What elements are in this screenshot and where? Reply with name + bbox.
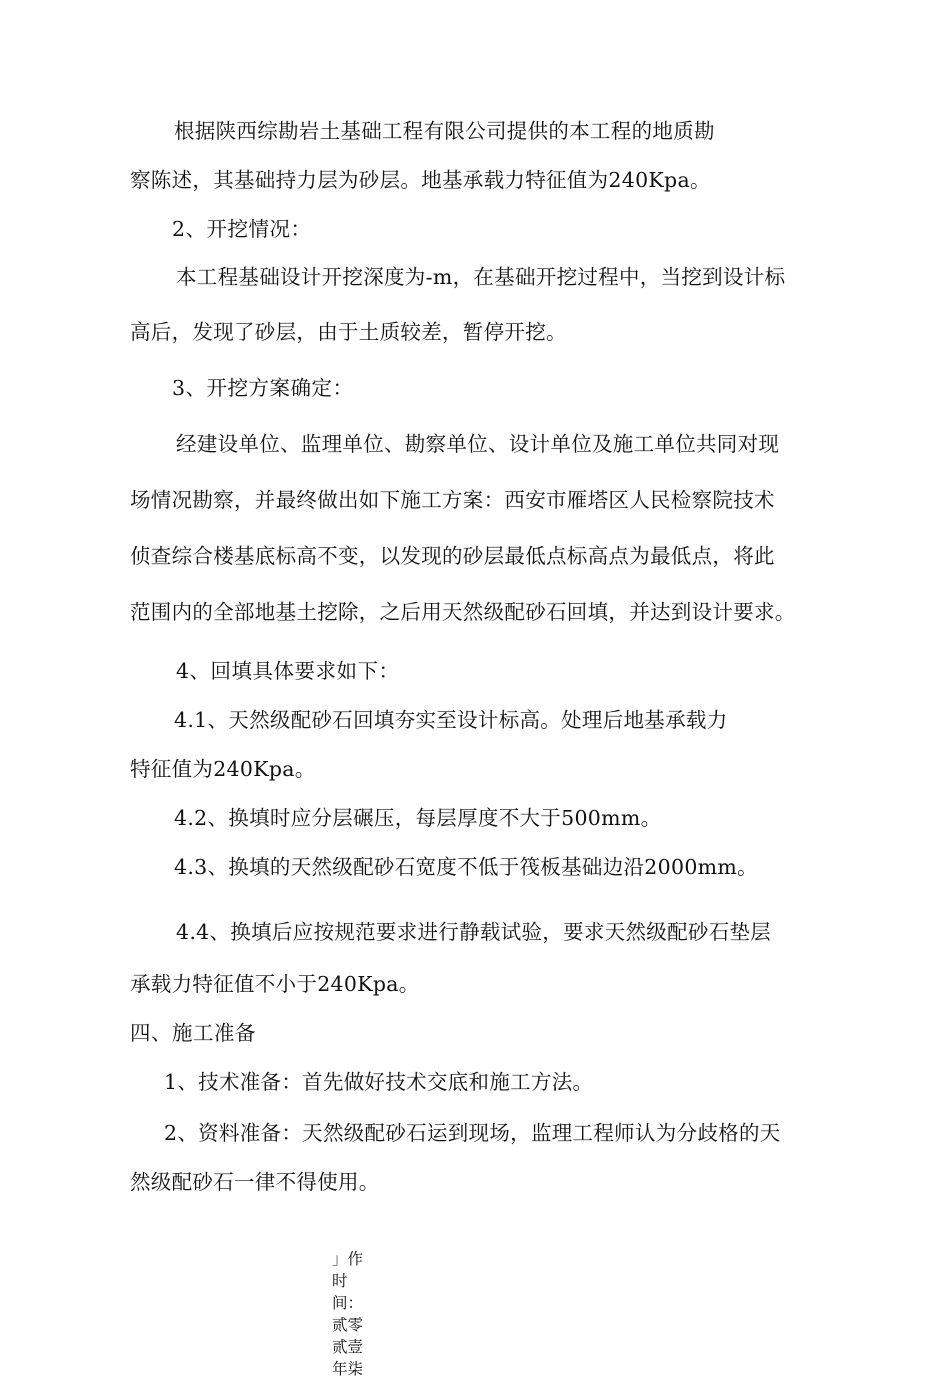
footer-fragment: 」作时间：贰零贰壹年柒 xyxy=(332,1250,364,1378)
paragraph-line: 侦查综合楼基底标高不变，以发现的砂层最低点标高点为最低点，将此 xyxy=(130,544,775,568)
paragraph-line: 1、技术准备：首先做好技术交底和施工方法。 xyxy=(164,1070,594,1094)
paragraph-line: 察陈述，其基础持力层为砂层。地基承载力特征值为240Kpa。 xyxy=(130,168,711,192)
paragraph-line: 根据陕西综勘岩土基础工程有限公司提供的本工程的地质勘 xyxy=(174,119,715,143)
section-heading: 4、回填具体要求如下： xyxy=(176,659,400,683)
paragraph-line: 经建设单位、监理单位、勘察单位、设计单位及施工单位共同对现 xyxy=(176,432,780,456)
paragraph-line: 然级配砂石一律不得使用。 xyxy=(130,1170,380,1194)
paragraph-line: 高后，发现了砂层，由于土质较差，暂停开挖。 xyxy=(130,320,567,344)
paragraph-line: 场情况勘察，并最终做出如下施工方案：西安市雁塔区人民检察院技术 xyxy=(130,488,775,512)
section-heading: 四、施工准备 xyxy=(130,1021,256,1045)
paragraph-line: 4.3、换填的天然级配砂石宽度不低于筏板基础边沿2000mm。 xyxy=(174,855,758,879)
paragraph-line: 范围内的全部地基土挖除，之后用天然级配砂石回填，并达到设计要求。 xyxy=(130,600,796,624)
paragraph-line: 本工程基础设计开挖深度为-m，在基础开挖过程中，当挖到设计标 xyxy=(176,265,786,289)
paragraph-line: 4.4、换填后应按规范要求进行静载试验，要求天然级配砂石垫层 xyxy=(176,920,772,944)
section-heading: 2、开挖情况： xyxy=(172,217,312,241)
section-heading: 3、开挖方案确定： xyxy=(172,376,354,400)
paragraph-line: 2、资料准备：天然级配砂石运到现场，监理工程师认为分歧格的天 xyxy=(164,1121,781,1145)
paragraph-line: 4.2、换填时应分层碾压，每层厚度不大于500mm。 xyxy=(174,806,662,830)
paragraph-line: 4.1、天然级配砂石回填夯实至设计标高。处理后地基承载力 xyxy=(174,708,728,732)
paragraph-line: 承载力特征值不小于240Kpa。 xyxy=(130,972,420,996)
paragraph-line: 特征值为240Kpa。 xyxy=(130,757,316,781)
